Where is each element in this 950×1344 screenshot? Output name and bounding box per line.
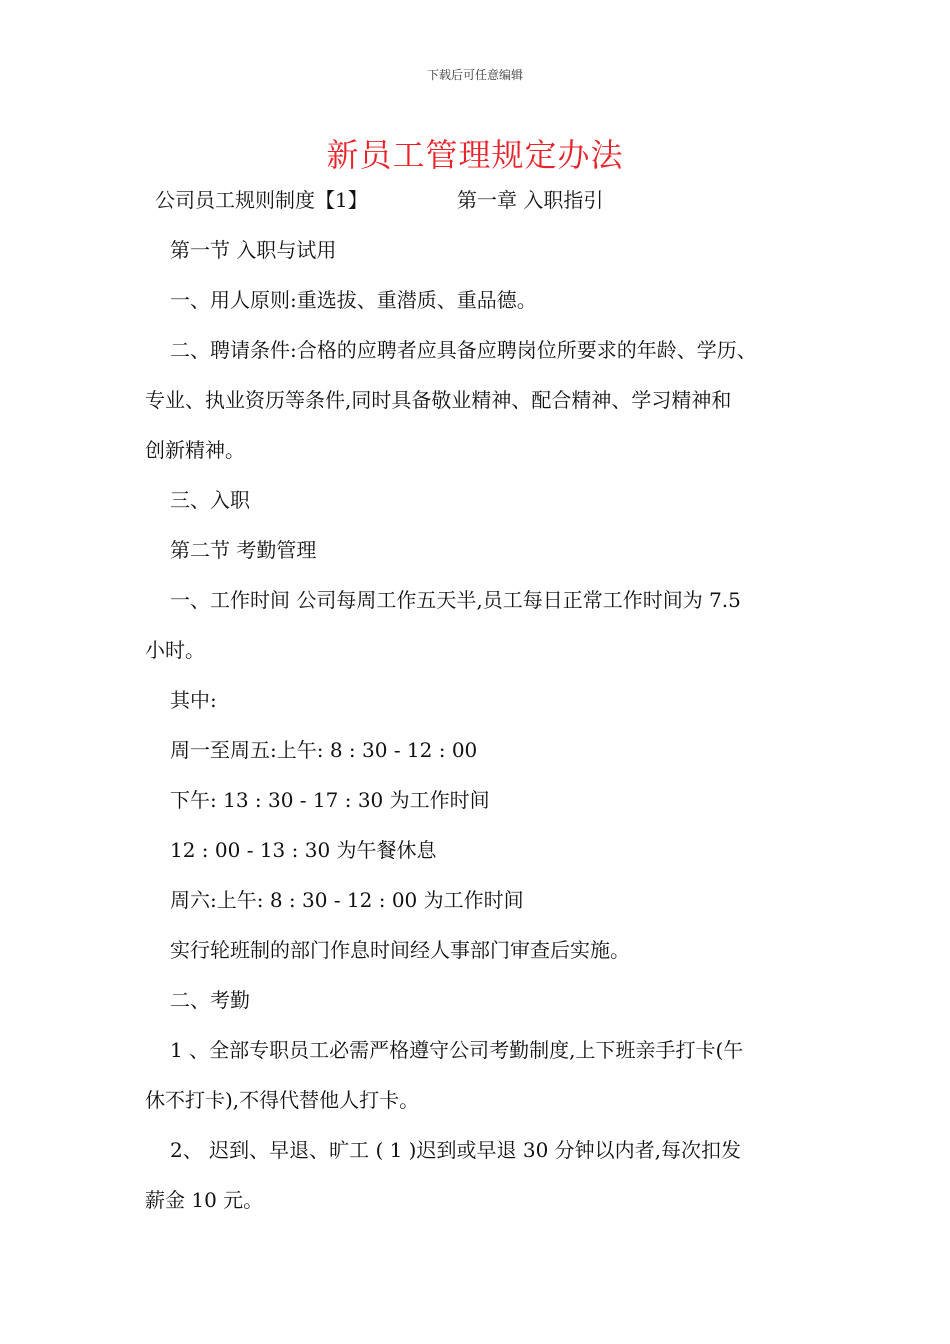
subtitle-right: 第一章 入职指引 [457, 188, 604, 212]
header-note: 下载后可任意编辑 [426, 68, 523, 82]
paragraph-line: 其中: [170, 688, 217, 712]
paragraph-line: 二、聘请条件:合格的应聘者应具备应聘岗位所要求的年龄、学历、 [170, 338, 757, 362]
paragraph-line: 一、用人原则:重选拔、重潜质、重品德。 [170, 288, 537, 312]
section-heading: 第二节 考勤管理 [170, 538, 317, 562]
paragraph-line: 休不打卡),不得代替他人打卡。 [145, 1088, 420, 1112]
section-heading: 第一节 入职与试用 [170, 238, 337, 262]
paragraph-line: 12 : 00 - 13 : 30 为午餐休息 [170, 838, 437, 862]
paragraph-line: 专业、执业资历等条件,同时具备敬业精神、配合精神、学习精神和 [145, 388, 732, 412]
paragraph-line: 二、考勤 [170, 988, 250, 1012]
paragraph-line: 下午: 13 : 30 - 17 : 30 为工作时间 [170, 788, 490, 812]
paragraph-line: 小时。 [145, 638, 205, 662]
paragraph-line: 创新精神。 [145, 438, 245, 462]
paragraph-line: 2、 迟到、早退、旷工 ( 1 )迟到或早退 30 分钟以内者,每次扣发 [170, 1138, 742, 1162]
paragraph-line: 薪金 10 元。 [145, 1188, 264, 1212]
paragraph-line: 1 、全部专职员工必需严格遵守公司考勤制度,上下班亲手打卡(午 [170, 1038, 744, 1062]
subtitle-left: 公司员工规则制度【1】 [155, 188, 368, 212]
paragraph-line: 实行轮班制的部门作息时间经人事部门审查后实施。 [170, 938, 630, 962]
paragraph-line: 三、入职 [170, 488, 250, 512]
paragraph-line: 周六:上午: 8 : 30 - 12 : 00 为工作时间 [170, 888, 524, 912]
paragraph-line: 一、工作时间 公司每周工作五天半,员工每日正常工作时间为 7.5 [170, 588, 741, 612]
document-title: 新员工管理规定办法 [326, 136, 624, 174]
paragraph-line: 周一至周五:上午: 8 : 30 - 12 : 00 [170, 738, 478, 762]
